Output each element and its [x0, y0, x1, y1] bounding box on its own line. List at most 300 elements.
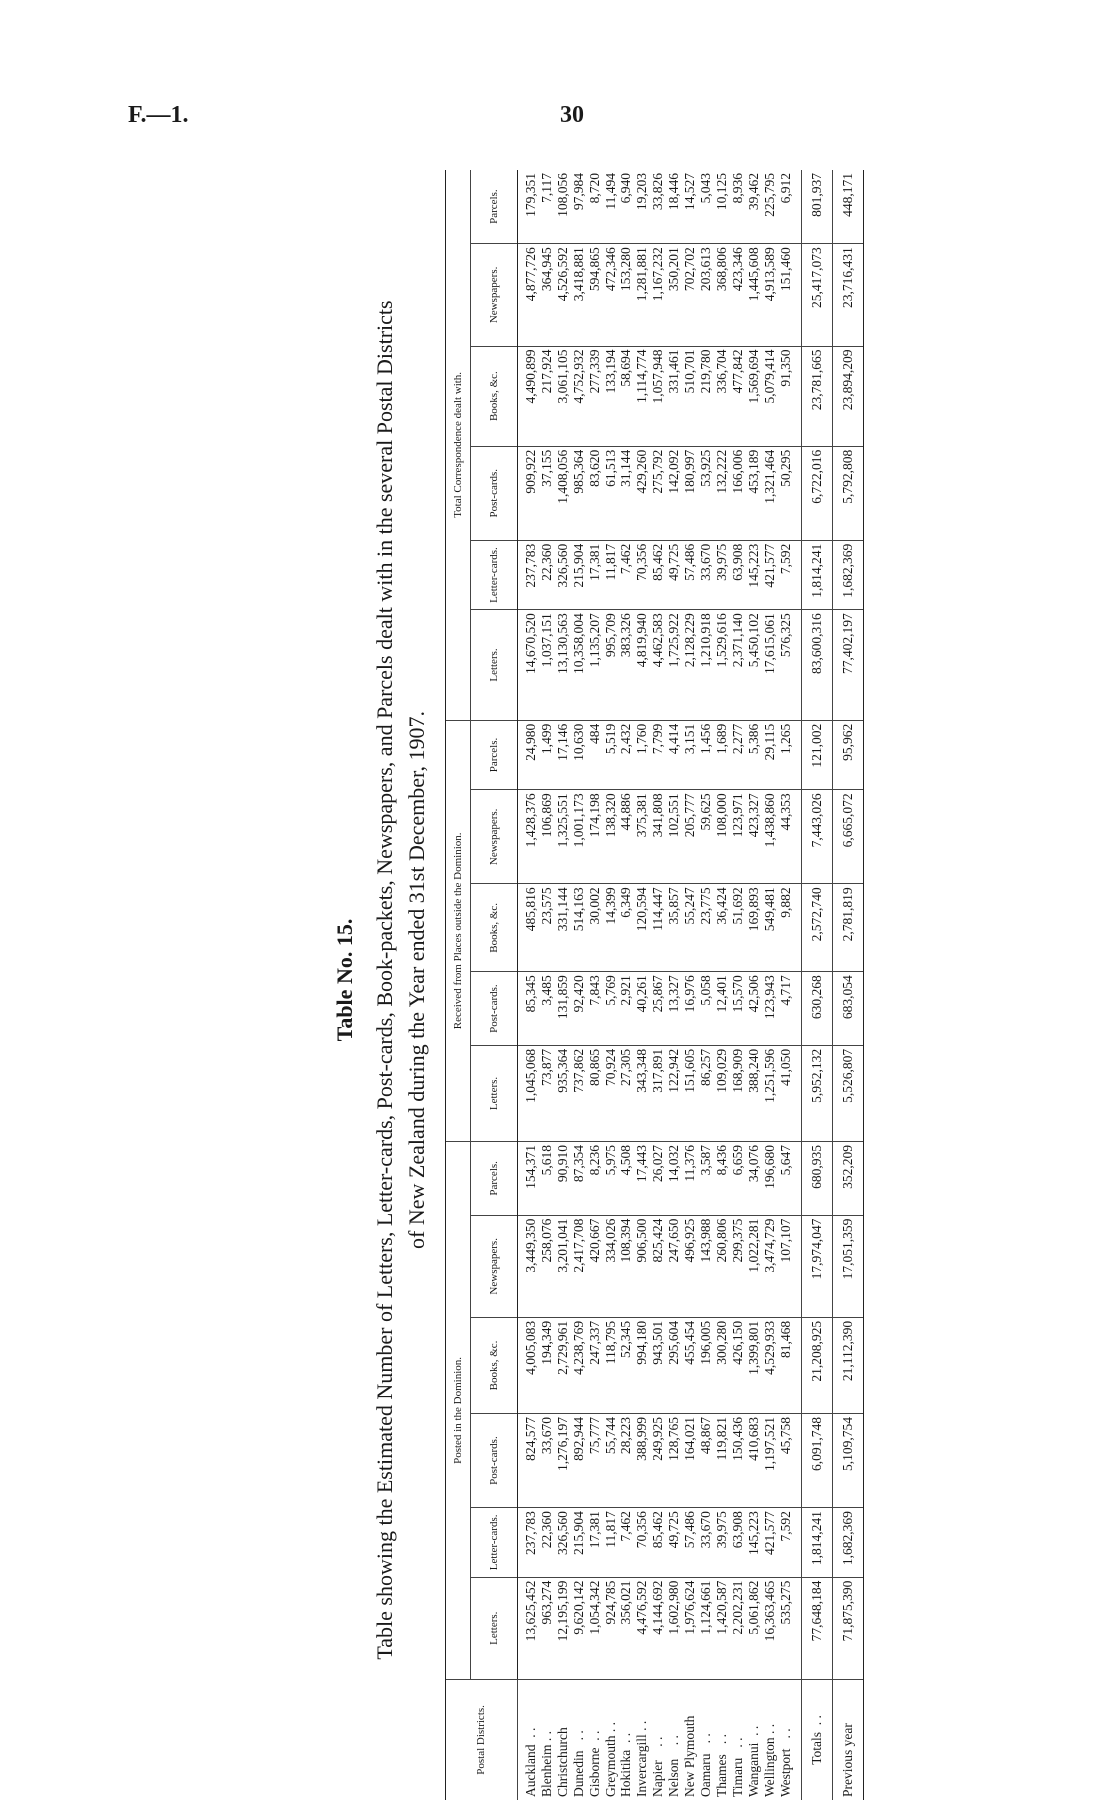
table-cell: 71,875,390	[833, 1577, 864, 1679]
table-cell: 477,842	[730, 346, 746, 446]
table-cell: 133,194	[603, 346, 619, 446]
table-cell: 7,592	[778, 1508, 802, 1578]
table-cell: 352,209	[833, 1142, 864, 1216]
leader-dots: . .	[777, 1728, 793, 1749]
table-cell: 28,223	[618, 1414, 634, 1508]
table-cell: 4,526,592	[555, 244, 571, 346]
table-cell: 3,418,881	[571, 244, 587, 346]
table-cell: 5,952,132	[802, 1045, 833, 1141]
table-cell: 410,683	[746, 1414, 762, 1508]
table-cell: 1,602,980	[666, 1577, 682, 1679]
table-cell: 1,197,521	[762, 1414, 778, 1508]
table-cell: 594,865	[587, 244, 603, 346]
table-cell: 909,922	[518, 446, 539, 540]
table-cell: 36,424	[714, 884, 730, 972]
table-cell: 4,144,692	[650, 1577, 666, 1679]
table-cell: 16,363,465	[762, 1577, 778, 1679]
table-cell: 12,195,199	[555, 1577, 571, 1679]
table-cell: 484	[587, 720, 603, 790]
table-cell: 3,201,041	[555, 1215, 571, 1317]
table-cell: 423,346	[730, 244, 746, 346]
table-cell: 364,945	[539, 244, 555, 346]
table-cell: 331,144	[555, 884, 571, 972]
district-label: Oamaru	[697, 1753, 713, 1797]
district-label: Previous year	[840, 1723, 856, 1797]
table-cell: 260,806	[714, 1215, 730, 1317]
leader-dots: . .	[729, 1737, 745, 1758]
table-cell: 4,508	[618, 1142, 634, 1216]
table-cell: 6,091,748	[802, 1414, 833, 1508]
district-label: Thames	[713, 1754, 729, 1797]
table-cell: 41,050	[778, 1045, 802, 1141]
table-cell: 485,816	[518, 884, 539, 972]
table-cell: 1,725,922	[666, 610, 682, 720]
table-cell: 33,670	[539, 1414, 555, 1508]
table-row	[603, 170, 619, 1800]
table-cell: 2,277	[730, 720, 746, 790]
table-cell: 11,817	[603, 540, 619, 610]
table-cell: 42,506	[746, 972, 762, 1046]
table-cell: 13,327	[666, 972, 682, 1046]
table-cell: 138,320	[603, 790, 619, 884]
table-cell: 737,862	[571, 1045, 587, 1141]
table-row	[730, 170, 746, 1800]
table-cell: 3,151	[682, 720, 698, 790]
table-cell: 58,694	[618, 346, 634, 446]
table-cell: 196,005	[698, 1317, 714, 1413]
table-cell: 10,630	[571, 720, 587, 790]
table-cell: 153,280	[618, 244, 634, 346]
table-cell: 368,806	[714, 244, 730, 346]
table-cell: 17,381	[587, 1508, 603, 1578]
table-cell: 11,494	[603, 170, 619, 244]
table-cell: 143,988	[698, 1215, 714, 1317]
table-cell: 1,265	[778, 720, 802, 790]
district-label: Christchurch	[554, 1727, 570, 1797]
table-row	[587, 170, 603, 1800]
table-cell: 4,877,726	[518, 244, 539, 346]
table-cell: 5,526,807	[833, 1045, 864, 1141]
table-cell: 123,943	[762, 972, 778, 1046]
table-cell: 4,476,592	[634, 1577, 650, 1679]
col-parcels: Parcels.	[471, 170, 518, 244]
district-name	[778, 1679, 802, 1800]
table-row	[555, 170, 571, 1800]
table-cell: 11,376	[682, 1142, 698, 1216]
table-cell: 299,375	[730, 1215, 746, 1317]
report-code: F.—1.	[128, 102, 189, 128]
leader-dots: . .	[586, 1730, 602, 1748]
table-cell: 1,529,616	[714, 610, 730, 720]
district-name	[762, 1679, 778, 1800]
district-name	[666, 1679, 682, 1800]
district-name	[555, 1679, 571, 1800]
table-cell: 2,432	[618, 720, 634, 790]
table-cell: 6,665,072	[833, 790, 864, 884]
table-cell: 1,022,281	[746, 1215, 762, 1317]
table-cell: 237,783	[518, 1508, 539, 1578]
table-cell: 331,461	[666, 346, 682, 446]
previous-year-row	[833, 170, 864, 1800]
table-cell: 317,891	[650, 1045, 666, 1141]
table-cell: 455,454	[682, 1317, 698, 1413]
table-cell: 75,777	[587, 1414, 603, 1508]
table-cell: 95,962	[833, 720, 864, 790]
table-cell: 421,577	[762, 1508, 778, 1578]
col-parcels: Parcels.	[471, 1142, 518, 1216]
table-cell: 34,076	[746, 1142, 762, 1216]
table-cell: 350,201	[666, 244, 682, 346]
table-cell: 3,061,105	[555, 346, 571, 446]
col-letters: Letters.	[471, 1045, 518, 1141]
table-cell: 50,295	[778, 446, 802, 540]
table-cell: 14,032	[666, 1142, 682, 1216]
leader-dots: . .	[602, 1722, 618, 1736]
table-cell: 2,572,740	[802, 884, 833, 972]
table-cell: 203,613	[698, 244, 714, 346]
table-cell: 8,436	[714, 1142, 730, 1216]
table-cell: 388,999	[634, 1414, 650, 1508]
table-cell: 300,280	[714, 1317, 730, 1413]
table-cell: 21,208,925	[802, 1317, 833, 1413]
table-cell: 2,371,140	[730, 610, 746, 720]
table-number: Table No. 15.	[332, 918, 357, 1042]
table-cell: 4,414	[666, 720, 682, 790]
district-name	[618, 1679, 634, 1800]
table-cell: 120,594	[634, 884, 650, 972]
table-row	[746, 170, 762, 1800]
table-cell: 429,260	[634, 446, 650, 540]
table-cell: 985,364	[571, 446, 587, 540]
page-number: 30	[560, 102, 584, 128]
table-cell: 217,924	[539, 346, 555, 446]
table-cell: 6,349	[618, 884, 634, 972]
table-cell: 87,354	[571, 1142, 587, 1216]
col-parcels: Parcels.	[471, 720, 518, 790]
table-cell: 576,325	[778, 610, 802, 720]
district-name	[730, 1679, 746, 1800]
table-cell: 225,795	[762, 170, 778, 244]
table-cell: 13,625,452	[518, 1577, 539, 1679]
table-cell: 118,795	[603, 1317, 619, 1413]
table-cell: 121,002	[802, 720, 833, 790]
district-name	[833, 1679, 864, 1800]
table-cell: 1,420,587	[714, 1577, 730, 1679]
group-total: Total Correspondence dealt with.	[446, 170, 471, 720]
district-name	[698, 1679, 714, 1800]
leader-dots: . .	[570, 1730, 586, 1751]
table-cell: 17,443	[634, 1142, 650, 1216]
table-row	[518, 170, 539, 1800]
table-cell: 57,486	[682, 1508, 698, 1578]
table-cell: 448,171	[833, 170, 864, 244]
table-cell: 2,781,819	[833, 884, 864, 972]
table-cell: 801,937	[802, 170, 833, 244]
table-cell: 21,112,390	[833, 1317, 864, 1413]
table-cell: 995,709	[603, 610, 619, 720]
col-books: Books, &c.	[471, 884, 518, 972]
table-cell: 421,577	[762, 540, 778, 610]
col-letter-cards: Letter-cards.	[471, 1508, 518, 1578]
table-cell: 24,980	[518, 720, 539, 790]
table-cell: 3,485	[539, 972, 555, 1046]
table-cell: 25,867	[650, 972, 666, 1046]
table-cell: 23,716,431	[833, 244, 864, 346]
table-cell: 4,529,933	[762, 1317, 778, 1413]
col-newspapers: Newspapers.	[471, 790, 518, 884]
table-cell: 26,027	[650, 1142, 666, 1216]
table-cell: 3,587	[698, 1142, 714, 1216]
table-cell: 23,781,665	[802, 346, 833, 446]
table-cell: 7,462	[618, 1508, 634, 1578]
table-cell: 1,499	[539, 720, 555, 790]
table-cell: 102,551	[666, 790, 682, 884]
district-name	[650, 1679, 666, 1800]
table-cell: 249,925	[650, 1414, 666, 1508]
table-cell: 145,223	[746, 1508, 762, 1578]
table-cell: 205,777	[682, 790, 698, 884]
table-cell: 142,092	[666, 446, 682, 540]
table-row	[571, 170, 587, 1800]
col-post-cards: Post-cards.	[471, 972, 518, 1046]
table-cell: 3,474,729	[762, 1215, 778, 1317]
table-cell: 51,692	[730, 884, 746, 972]
col-post-cards: Post-cards.	[471, 1414, 518, 1508]
table-cell: 55,744	[603, 1414, 619, 1508]
leader-dots: . .	[713, 1734, 729, 1755]
table-cell: 426,150	[730, 1317, 746, 1413]
table-cell: 1,135,207	[587, 610, 603, 720]
table-cell: 1,814,241	[802, 1508, 833, 1578]
table-cell: 107,107	[778, 1215, 802, 1317]
table-cell: 30,002	[587, 884, 603, 972]
table-cell: 37,155	[539, 446, 555, 540]
table-row	[539, 170, 555, 1800]
group-received: Received from Places outside the Dominion.	[446, 720, 471, 1141]
table-cell: 85,345	[518, 972, 539, 1046]
table-cell: 97,984	[571, 170, 587, 244]
table-cell: 2,417,708	[571, 1215, 587, 1317]
table-cell: 215,904	[571, 1508, 587, 1578]
table-cell: 2,128,229	[682, 610, 698, 720]
table-cell: 131,859	[555, 972, 571, 1046]
table-cell: 1,321,464	[762, 446, 778, 540]
table-cell: 496,925	[682, 1215, 698, 1317]
table-cell: 23,775	[698, 884, 714, 972]
table-cell: 2,921	[618, 972, 634, 1046]
table-cell: 73,877	[539, 1045, 555, 1141]
table-cell: 31,144	[618, 446, 634, 540]
table-cell: 1,428,376	[518, 790, 539, 884]
district-label: Totals	[809, 1731, 825, 1765]
table-cell: 22,360	[539, 540, 555, 610]
table-cell: 81,468	[778, 1317, 802, 1413]
table-cell: 61,513	[603, 446, 619, 540]
table-cell: 247,650	[666, 1215, 682, 1317]
leader-dots: . .	[650, 1736, 666, 1761]
table-cell: 1,399,801	[746, 1317, 762, 1413]
district-label: Napier	[650, 1760, 666, 1797]
table-cell: 7,592	[778, 540, 802, 610]
table-cell: 1,438,860	[762, 790, 778, 884]
table-cell: 59,625	[698, 790, 714, 884]
table-cell: 5,386	[746, 720, 762, 790]
table-cell: 510,701	[682, 346, 698, 446]
table-cell: 180,997	[682, 446, 698, 540]
table-cell: 630,268	[802, 972, 833, 1046]
table-cell: 8,236	[587, 1142, 603, 1216]
col-post-cards: Post-cards.	[471, 446, 518, 540]
table-cell: 154,371	[518, 1142, 539, 1216]
leader-dots: . .	[697, 1733, 713, 1754]
district-label: Timaru	[729, 1757, 745, 1797]
district-name	[587, 1679, 603, 1800]
table-cell: 48,867	[698, 1414, 714, 1508]
leader-dots: . .	[523, 1727, 538, 1745]
table-cell: 9,620,142	[571, 1577, 587, 1679]
table-cell: 247,337	[587, 1317, 603, 1413]
table-cell: 5,061,862	[746, 1577, 762, 1679]
table-cell: 5,618	[539, 1142, 555, 1216]
table-cell: 108,056	[555, 170, 571, 244]
col-postal-districts: Postal Districts.	[446, 1679, 518, 1800]
table-row	[762, 170, 778, 1800]
table-cell: 1,682,369	[833, 1508, 864, 1578]
table-cell: 33,670	[698, 1508, 714, 1578]
table-cell: 196,680	[762, 1142, 778, 1216]
table-cell: 85,462	[650, 540, 666, 610]
table-cell: 906,500	[634, 1215, 650, 1317]
district-label: Greymouth	[602, 1735, 618, 1797]
table-cell: 91,350	[778, 346, 802, 446]
district-name	[634, 1679, 650, 1800]
table-cell: 1,054,342	[587, 1577, 603, 1679]
district-name	[539, 1679, 555, 1800]
caption-line-1: Table showing the Estimated Number of Letters, Letter-cards, Post-cards, Book-packets, Newspapers, and Parcels dealt with in the several Postal Districts	[372, 300, 397, 1660]
district-label: Westport	[777, 1748, 793, 1797]
table-cell: 33,670	[698, 540, 714, 610]
leader-dots: . .	[666, 1735, 682, 1759]
table-cell: 6,722,016	[802, 446, 833, 540]
table-cell: 1,124,661	[698, 1577, 714, 1679]
table-cell: 2,729,961	[555, 1317, 571, 1413]
rotated-table-block	[330, 160, 1114, 1800]
table-cell: 108,000	[714, 790, 730, 884]
table-cell: 683,054	[833, 972, 864, 1046]
table-cell: 169,893	[746, 884, 762, 972]
table-cell: 17,146	[555, 720, 571, 790]
table-cell: 1,682,369	[833, 540, 864, 610]
table-cell: 2,202,231	[730, 1577, 746, 1679]
table-cell: 55,247	[682, 884, 698, 972]
col-newspapers: Newspapers.	[471, 1215, 518, 1317]
table-cell: 943,501	[650, 1317, 666, 1413]
table-row	[682, 170, 698, 1800]
table-cell: 7,443,026	[802, 790, 833, 884]
table-cell: 388,240	[746, 1045, 762, 1141]
table-cell: 70,356	[634, 1508, 650, 1578]
table-cell: 453,189	[746, 446, 762, 540]
table-cell: 179,351	[518, 170, 539, 244]
table-row	[714, 170, 730, 1800]
table-cell: 5,519	[603, 720, 619, 790]
table-cell: 17,051,359	[833, 1215, 864, 1317]
table-cell: 8,936	[730, 170, 746, 244]
leader-dots: . .	[538, 1731, 554, 1745]
table-cell: 106,869	[539, 790, 555, 884]
table-cell: 168,909	[730, 1045, 746, 1141]
table-cell: 5,450,102	[746, 610, 762, 720]
table-cell: 132,222	[714, 446, 730, 540]
district-name	[571, 1679, 587, 1800]
table-cell: 215,904	[571, 540, 587, 610]
table-row	[778, 170, 802, 1800]
table-cell: 1,325,551	[555, 790, 571, 884]
leader-dots: . .	[761, 1723, 777, 1738]
table-cell: 4,913,589	[762, 244, 778, 346]
table-cell: 39,462	[746, 170, 762, 244]
table-cell: 83,600,316	[802, 610, 833, 720]
table-cell: 39,975	[714, 1508, 730, 1578]
table-cell: 1,689	[714, 720, 730, 790]
col-letters: Letters.	[471, 1577, 518, 1679]
table-cell: 150,436	[730, 1414, 746, 1508]
table-cell: 6,912	[778, 170, 802, 244]
table-cell: 122,942	[666, 1045, 682, 1141]
table-cell: 92,420	[571, 972, 587, 1046]
table-cell: 924,785	[603, 1577, 619, 1679]
table-cell: 11,817	[603, 1508, 619, 1578]
table-cell: 1,045,068	[518, 1045, 539, 1141]
table-body	[518, 170, 864, 1800]
col-letter-cards: Letter-cards.	[471, 540, 518, 610]
table-cell: 6,940	[618, 170, 634, 244]
district-name	[518, 1679, 539, 1800]
table-cell: 5,058	[698, 972, 714, 1046]
totals-row	[802, 170, 833, 1800]
table-cell: 44,886	[618, 790, 634, 884]
table-cell: 174,198	[587, 790, 603, 884]
table-cell: 40,261	[634, 972, 650, 1046]
table-cell: 27,305	[618, 1045, 634, 1141]
table-cell: 277,339	[587, 346, 603, 446]
table-cell: 4,462,583	[650, 610, 666, 720]
district-name	[746, 1679, 762, 1800]
table-cell: 1,210,918	[698, 610, 714, 720]
table-cell: 472,346	[603, 244, 619, 346]
table-cell: 680,935	[802, 1142, 833, 1216]
table-cell: 935,364	[555, 1045, 571, 1141]
table-cell: 145,223	[746, 540, 762, 610]
table-cell: 70,356	[634, 540, 650, 610]
table-cell: 7,843	[587, 972, 603, 1046]
district-label: Auckland	[523, 1744, 538, 1797]
table-cell: 13,130,563	[555, 610, 571, 720]
table-cell: 14,670,520	[518, 610, 539, 720]
table-cell: 824,577	[518, 1414, 539, 1508]
table-cell: 420,667	[587, 1215, 603, 1317]
leader-dots: . .	[634, 1720, 650, 1735]
table-cell: 219,780	[698, 346, 714, 446]
table-cell: 1,281,881	[634, 244, 650, 346]
district-label: Wanganui	[745, 1742, 761, 1797]
table-cell: 90,910	[555, 1142, 571, 1216]
leader-dots: . .	[809, 1715, 825, 1732]
table-cell: 4,752,932	[571, 346, 587, 446]
table-cell: 19,203	[634, 170, 650, 244]
district-label: Dunedin	[570, 1750, 586, 1797]
table-cell: 892,944	[571, 1414, 587, 1508]
